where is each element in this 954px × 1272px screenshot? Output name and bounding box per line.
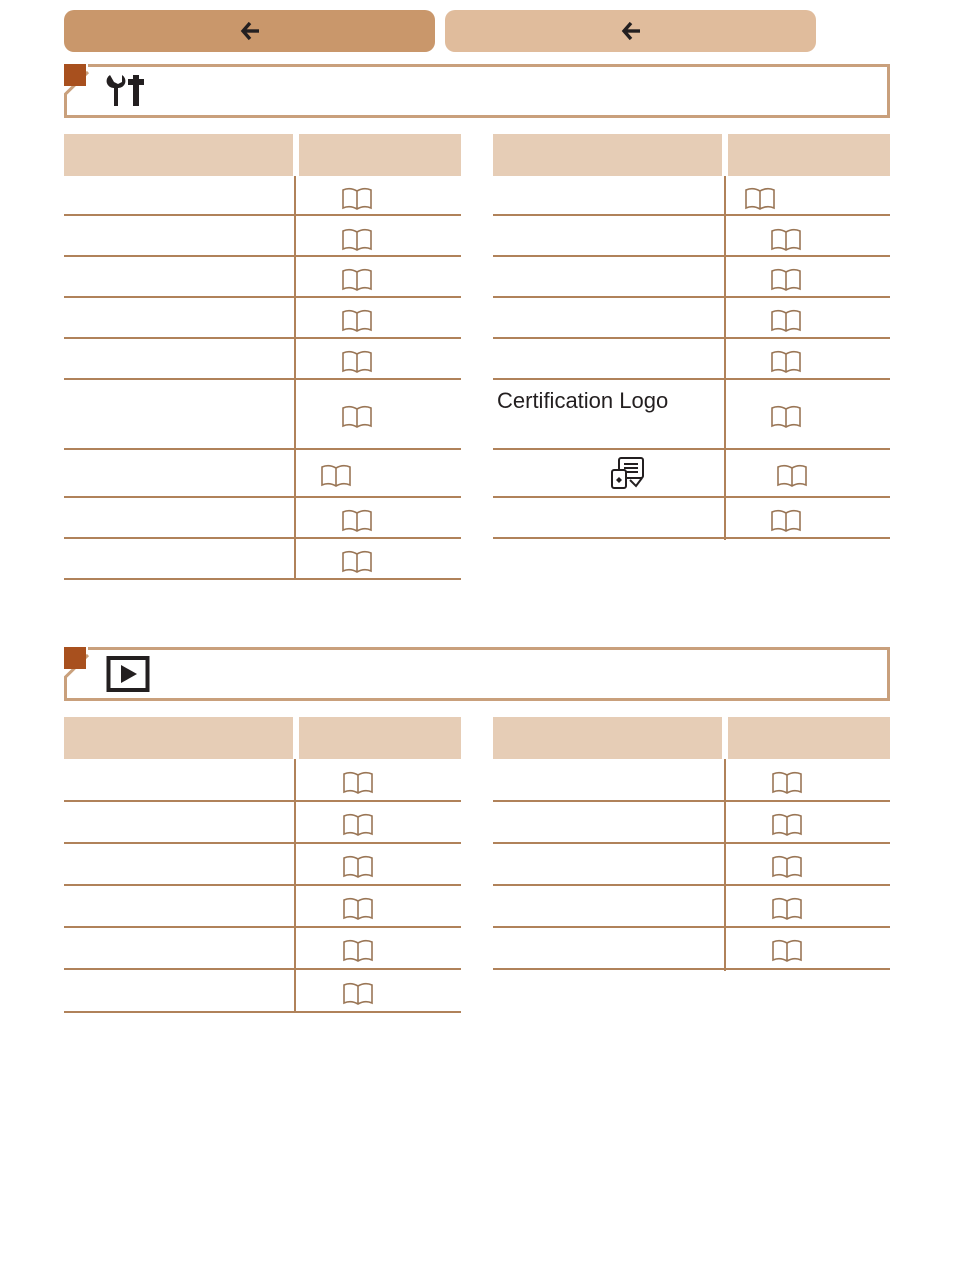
book-icon <box>342 770 374 796</box>
book-icon <box>770 404 802 430</box>
section-header-setup <box>64 64 890 118</box>
tools-icon <box>106 72 150 110</box>
book-icon <box>341 549 373 575</box>
book-icon <box>771 770 803 796</box>
book-icon <box>744 186 776 212</box>
book-icon <box>341 227 373 253</box>
section-frame <box>64 647 890 701</box>
book-icon <box>770 227 802 253</box>
book-icon <box>341 308 373 334</box>
table-header-cell <box>493 134 722 176</box>
book-icon <box>341 267 373 293</box>
table-header-cell <box>64 717 293 759</box>
section-marker <box>64 64 86 86</box>
book-icon <box>776 463 808 489</box>
book-icon <box>770 349 802 375</box>
book-icon <box>342 938 374 964</box>
book-icon <box>342 896 374 922</box>
arrow-left-icon <box>620 20 642 42</box>
book-icon <box>771 896 803 922</box>
book-icon <box>342 812 374 838</box>
table-header-cell <box>64 134 293 176</box>
book-icon <box>770 308 802 334</box>
previous-page-button[interactable] <box>64 10 435 52</box>
back-page-button[interactable] <box>445 10 816 52</box>
playback-table-right <box>493 717 890 971</box>
book-icon <box>341 349 373 375</box>
table-header-cell <box>299 134 461 176</box>
section-frame <box>64 64 890 118</box>
table-header-cell <box>493 717 722 759</box>
book-icon <box>320 463 352 489</box>
wireless-settings-icon <box>610 456 646 490</box>
book-icon <box>341 508 373 534</box>
book-icon <box>771 854 803 880</box>
setup-table-left <box>64 134 461 580</box>
certification-logo-label: Certification Logo <box>497 388 669 413</box>
book-icon <box>342 854 374 880</box>
section-header-playback <box>64 647 890 701</box>
book-icon <box>342 981 374 1007</box>
book-icon <box>770 508 802 534</box>
setup-table-right <box>493 134 890 540</box>
book-icon <box>771 812 803 838</box>
table-header-cell <box>299 717 461 759</box>
playback-table-left <box>64 717 461 1013</box>
section-marker <box>64 647 86 669</box>
table-header-cell <box>728 717 890 759</box>
book-icon <box>341 186 373 212</box>
playback-icon <box>106 655 150 693</box>
book-icon <box>770 267 802 293</box>
book-icon <box>341 404 373 430</box>
arrow-left-icon <box>239 20 261 42</box>
book-icon <box>771 938 803 964</box>
table-header-cell <box>728 134 890 176</box>
